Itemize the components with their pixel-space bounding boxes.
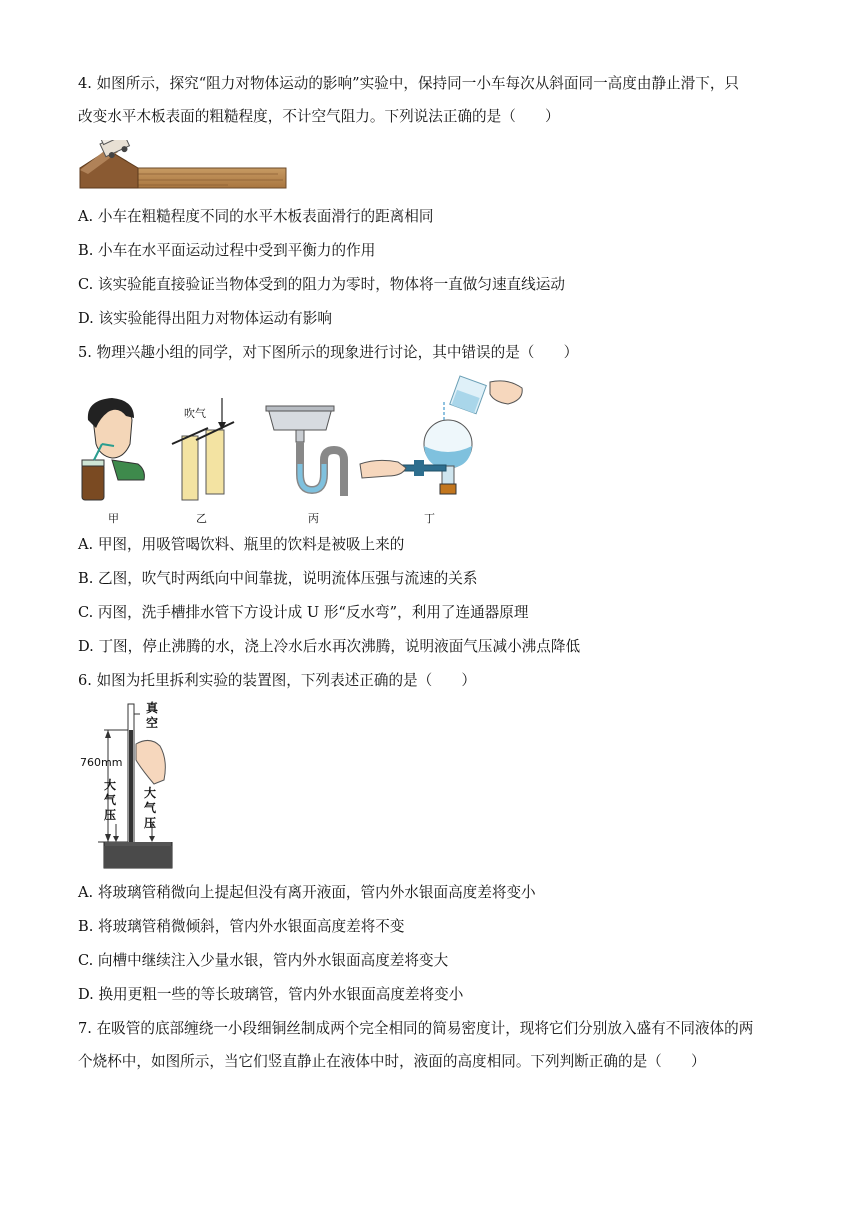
q6-option-a: A. 将玻璃管稍微向上提起但没有离开液面，管内外水银面高度差将变小 [78,884,536,901]
figure-label-yi: 乙 [196,512,207,525]
q4-option-b: B. 小车在水平面运动过程中受到平衡力的作用 [78,242,376,259]
atmospheric-pressure-label-left: 大 气 压 [104,778,117,822]
q6-option-c: C. 向槽中继续注入少量水银，管内外水银面高度差将变大 [78,952,449,969]
q4-option-d: D. 该实验能得出阻力对物体运动有影响 [78,310,332,327]
q5-stem: 5. 物理兴趣小组的同学，对下图所示的现象进行讨论，其中错误的是（ ） [78,344,579,361]
q4-option-c: C. 该实验能直接验证当物体受到的阻力为零时，物体将一直做匀速直线运动 [78,276,565,293]
q5-option-b: B. 乙图，吹气时两纸向中间靠拢，说明流体压强与流速的关系 [78,570,478,587]
q5-option-c: C. 丙图，洗手槽排水管下方设计成 U 形“反水弯”，利用了连通器原理 [78,604,529,621]
blow-label: 吹气 [184,407,206,420]
sink-u-trap-figure [264,404,350,500]
q7-stem-line1: 7. 在吸管的底部缠绕一小段细铜丝制成两个完全相同的简易密度计，现将它们分别放入盛有不同液体的两 [78,1020,754,1037]
figure-label-bing: 丙 [308,512,319,525]
q6-stem: 6. 如图为托里拆利实验的装置图，下列表述正确的是（ ） [78,672,477,689]
incline-board-figure [78,140,290,194]
torricelli-apparatus-figure [76,700,186,872]
two-papers-figure [170,396,242,504]
q5-option-d: D. 丁图，停止沸腾的水，浇上冷水后水再次沸腾，说明液面气压减小沸点降低 [78,638,581,655]
q7-stem-line2: 个烧杯中，如图所示，当它们竖直静止在液体中时，液面的高度相同。下列判断正确的是（ ） [78,1053,706,1070]
q6-option-d: D. 换用更粗一些的等长玻璃管，管内外水银面高度差将变小 [78,986,464,1003]
q4-stem-line2: 改变水平木板表面的粗糙程度，不计空气阻力。下列说法正确的是（ ） [78,108,560,125]
q5-option-a: A. 甲图，用吸管喝饮料、瓶里的饮料是被吸上来的 [78,536,405,553]
q4-stem-line1: 4. 如图所示，探究“阻力对物体运动的影响”实验中，保持同一小车每次从斜面同一高度由静止滑下，只 [78,75,740,92]
q4-option-a: A. 小车在粗糙程度不同的水平木板表面滑行的距离相同 [78,208,434,225]
figure-label-jia: 甲 [108,512,119,525]
q6-option-b: B. 将玻璃管稍微倾斜，管内外水银面高度差将不变 [78,918,405,935]
vacuum-label: 真 空 [146,701,159,730]
atmospheric-pressure-label-right: 大 气 压 [144,786,157,830]
boy-drinking-figure [78,398,150,504]
figure-label-ding: 丁 [424,512,435,525]
height-760mm-label: 760mm [80,756,123,769]
flask-boiling-figure [358,372,528,500]
